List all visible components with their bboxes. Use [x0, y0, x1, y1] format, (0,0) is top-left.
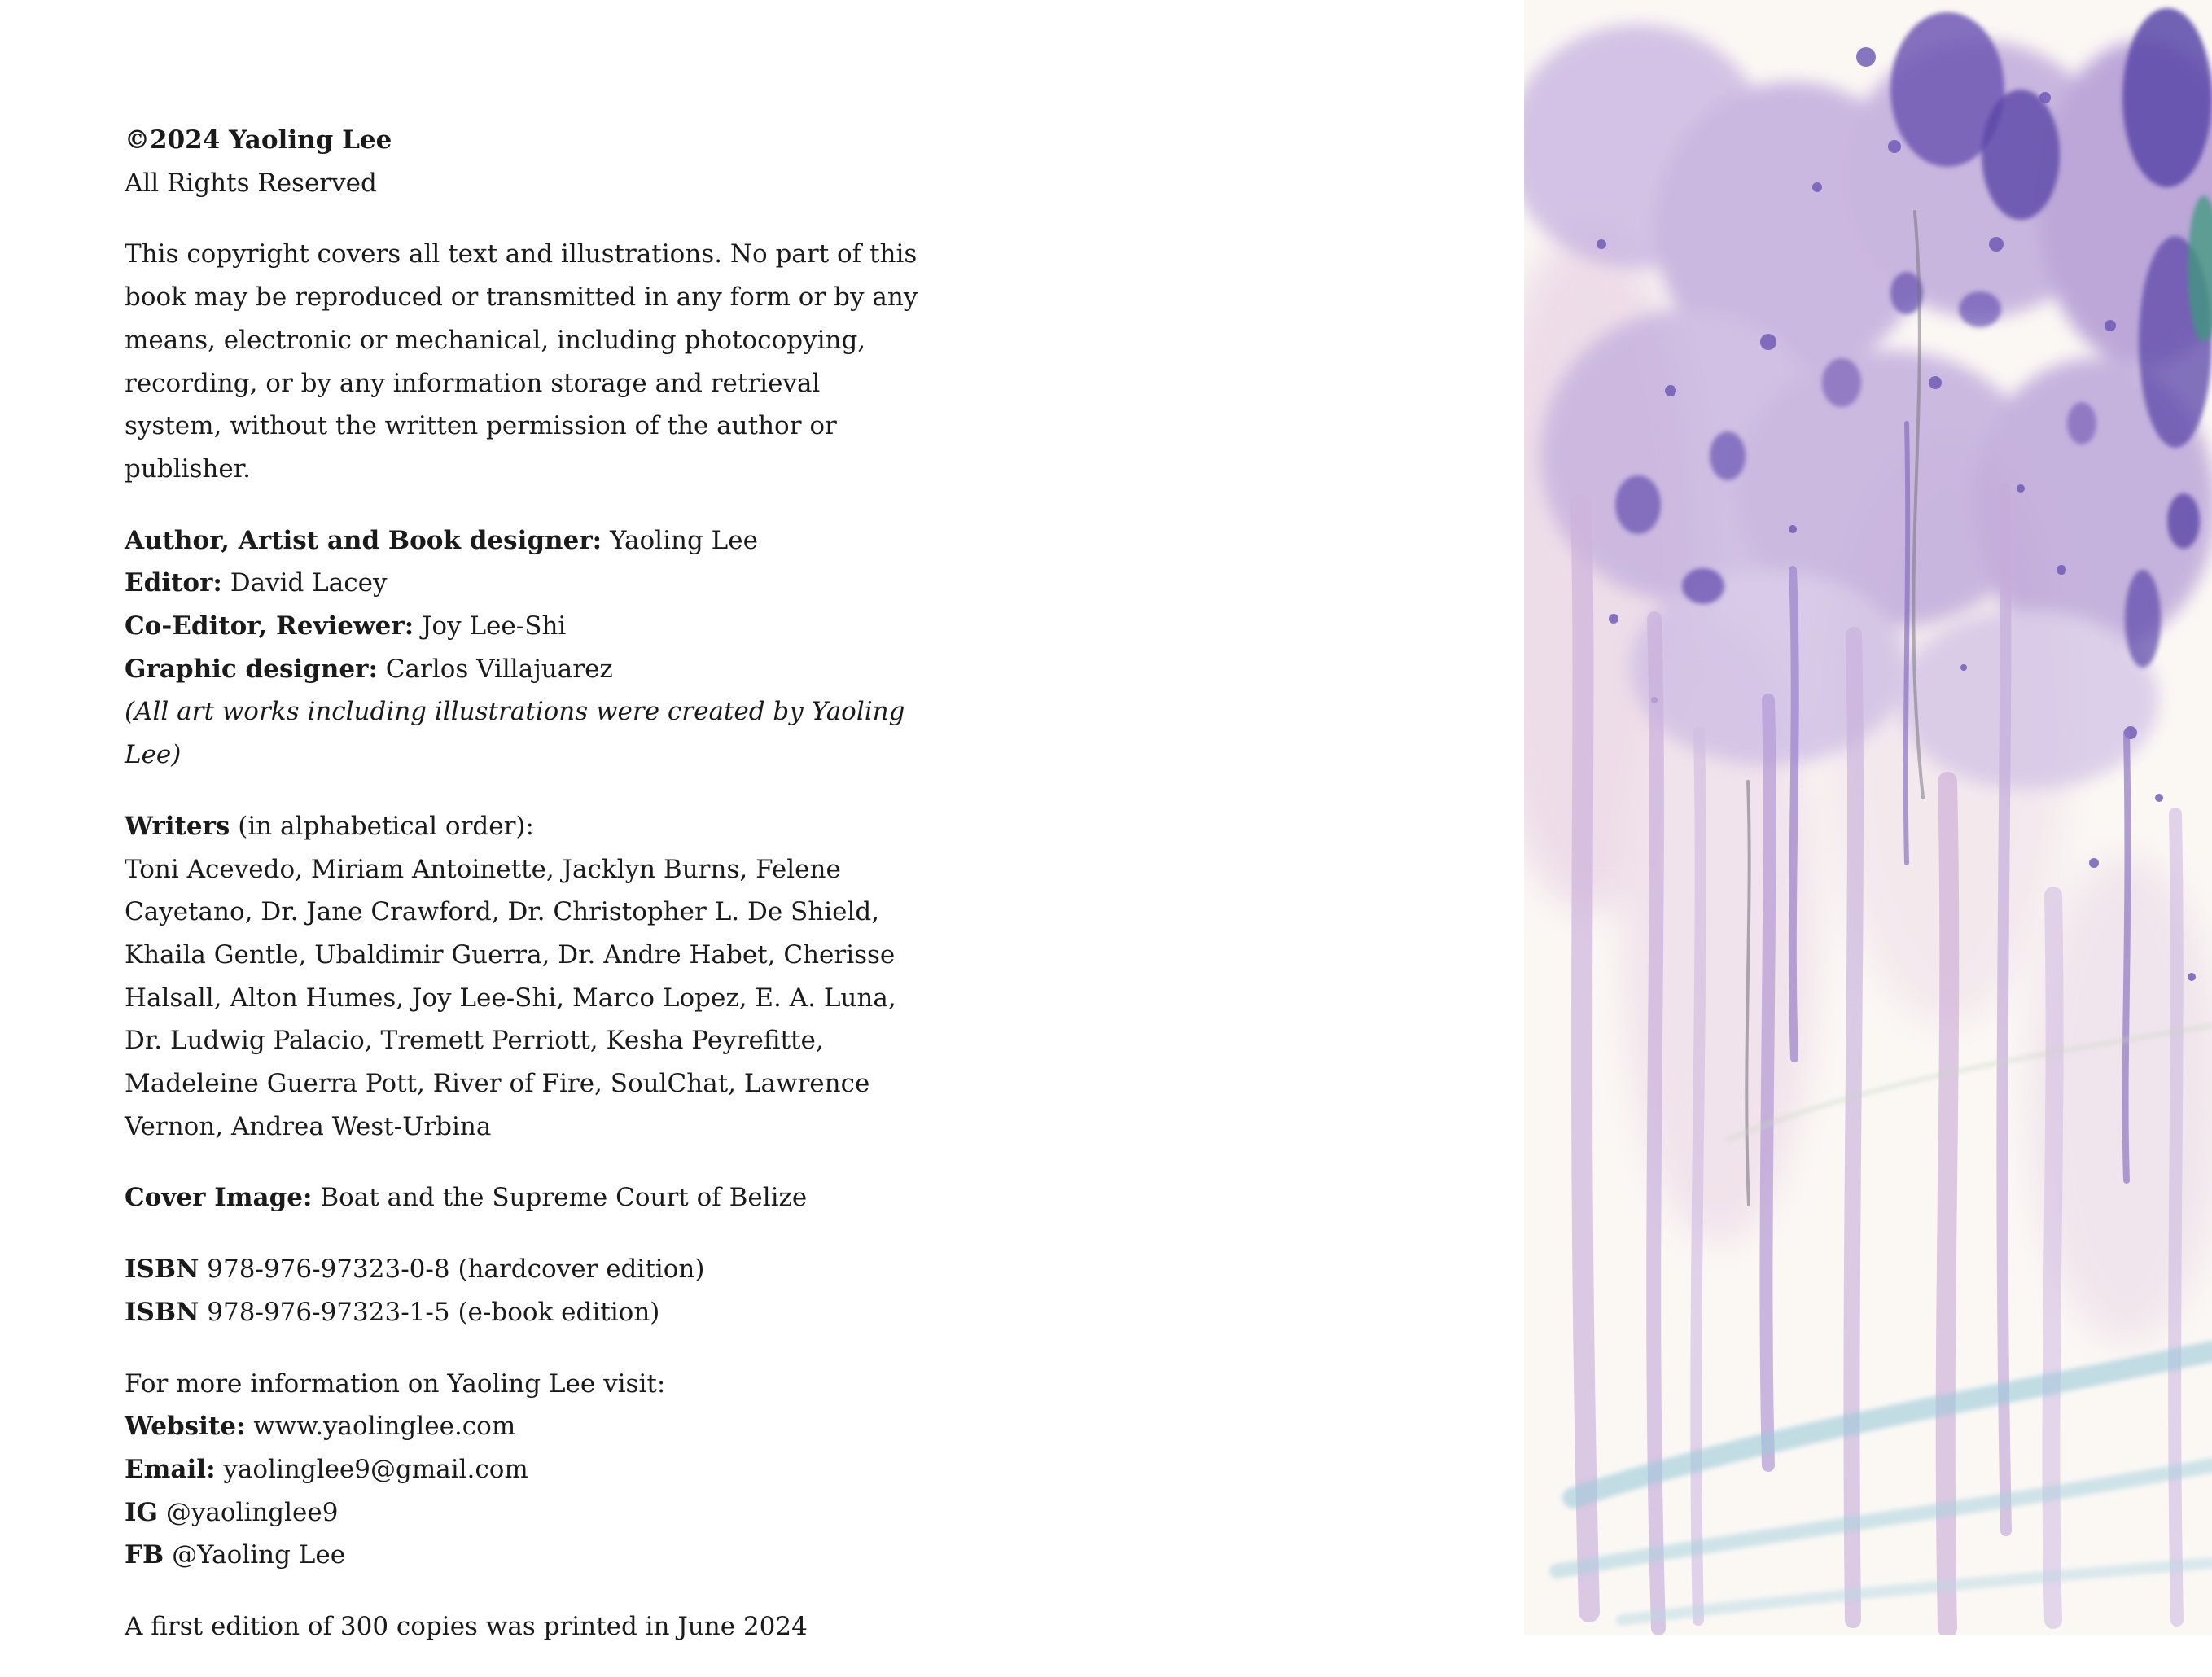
credit-editor [125, 562, 922, 605]
contact-intro: For more information on Yaoling Lee visit: [125, 1368, 666, 1399]
writers-qualifier: (in alphabetical order): [238, 811, 534, 841]
isbn-hardcover-label: ISBN [125, 1254, 199, 1285]
fb-value: @Yaoling Lee [172, 1540, 346, 1570]
copyright-line: ©2024 Yaoling Lee [125, 125, 392, 155]
isbn-ebook-value: 978-976-97323-1-5 (e-book edition) [207, 1297, 660, 1327]
watercolor-art-panel [1524, 0, 2212, 1635]
copyright-notice-block [125, 233, 922, 490]
credit-graphic-value: Carlos Villajuarez [385, 654, 613, 684]
copyright-block [125, 119, 922, 204]
credit-art-note: (All art works including illustrations were created by Yaoling Lee) [125, 697, 905, 770]
isbn-hardcover-value: 978-976-97323-0-8 (hardcover edition) [207, 1254, 705, 1285]
cover-value: Boat and the Supreme Court of Belize [320, 1183, 808, 1213]
website-label: Website: [125, 1412, 246, 1442]
edition-note: A first edition of 300 copies was printed in June 2024 [125, 1612, 808, 1642]
fb-label: FB [125, 1540, 164, 1570]
isbn-ebook-label: ISBN [125, 1297, 199, 1327]
credit-graphic-label: Graphic designer: [125, 654, 378, 684]
contact-email [125, 1448, 922, 1491]
watercolor-drip-illustration-icon [1524, 0, 2212, 1635]
credit-coeditor-label: Co-Editor, Reviewer: [125, 611, 414, 641]
ig-value: @yaolinglee9 [165, 1497, 339, 1527]
writers-label: Writers [125, 811, 230, 841]
isbn-ebook [125, 1291, 922, 1334]
website-value: www.yaolinglee.com [253, 1412, 516, 1442]
credit-editor-value: David Lacey [230, 568, 388, 598]
isbn-hardcover [125, 1248, 922, 1291]
rights-reserved: All Rights Reserved [125, 168, 377, 198]
writers-heading [125, 805, 922, 848]
contact-facebook [125, 1534, 922, 1577]
credit-author [125, 519, 922, 563]
credit-editor-label: Editor: [125, 568, 222, 598]
email-label: Email: [125, 1454, 216, 1484]
copyright-text-column [125, 119, 922, 1677]
ig-label: IG [125, 1497, 158, 1527]
credit-author-value: Yaoling Lee [609, 525, 758, 555]
cover-label: Cover Image: [125, 1183, 313, 1213]
credit-coeditor [125, 605, 922, 648]
credits-block [125, 519, 922, 777]
writers-names: Toni Acevedo, Miriam Antoinette, Jacklyn Burns, Felene Cayetano, Dr. Jane Crawford, Dr. Christopher L. De Shield, Khaila Gentle, Ubaldimir Guerra, Dr. Andre Habet, Cherisse Halsall, Alton Humes, Joy Lee-Shi, Marco Lopez, E. A. Luna, Dr. Ludwig Palacio, Tremett Perriott, Kesha Peyrefitte, Madeleine Guerra Pott, River of Fire, SoulChat, Lawrence Vernon, Andrea West-Urbina [125, 854, 896, 1141]
contact-instagram [125, 1491, 922, 1535]
cover-image-credit [125, 1176, 922, 1219]
writers-block [125, 805, 922, 1149]
credit-graphic [125, 648, 922, 691]
isbn-block [125, 1248, 922, 1333]
credit-coeditor-value: Joy Lee-Shi [422, 611, 567, 641]
edition-block [125, 1605, 922, 1649]
contact-website [125, 1405, 922, 1448]
contact-block [125, 1363, 922, 1578]
credit-author-label: Author, Artist and Book designer: [125, 525, 602, 555]
copyright-notice: This copyright covers all text and illustrations. No part of this book may be reproduced or transmitted in any form or by any means, electronic or mechanical, including photocopying, recording, or by any information storage and retrieval system, without the written permission of the author or publisher. [125, 239, 918, 484]
email-value: yaolinglee9@gmail.com [223, 1454, 528, 1484]
cover-block [125, 1176, 922, 1219]
